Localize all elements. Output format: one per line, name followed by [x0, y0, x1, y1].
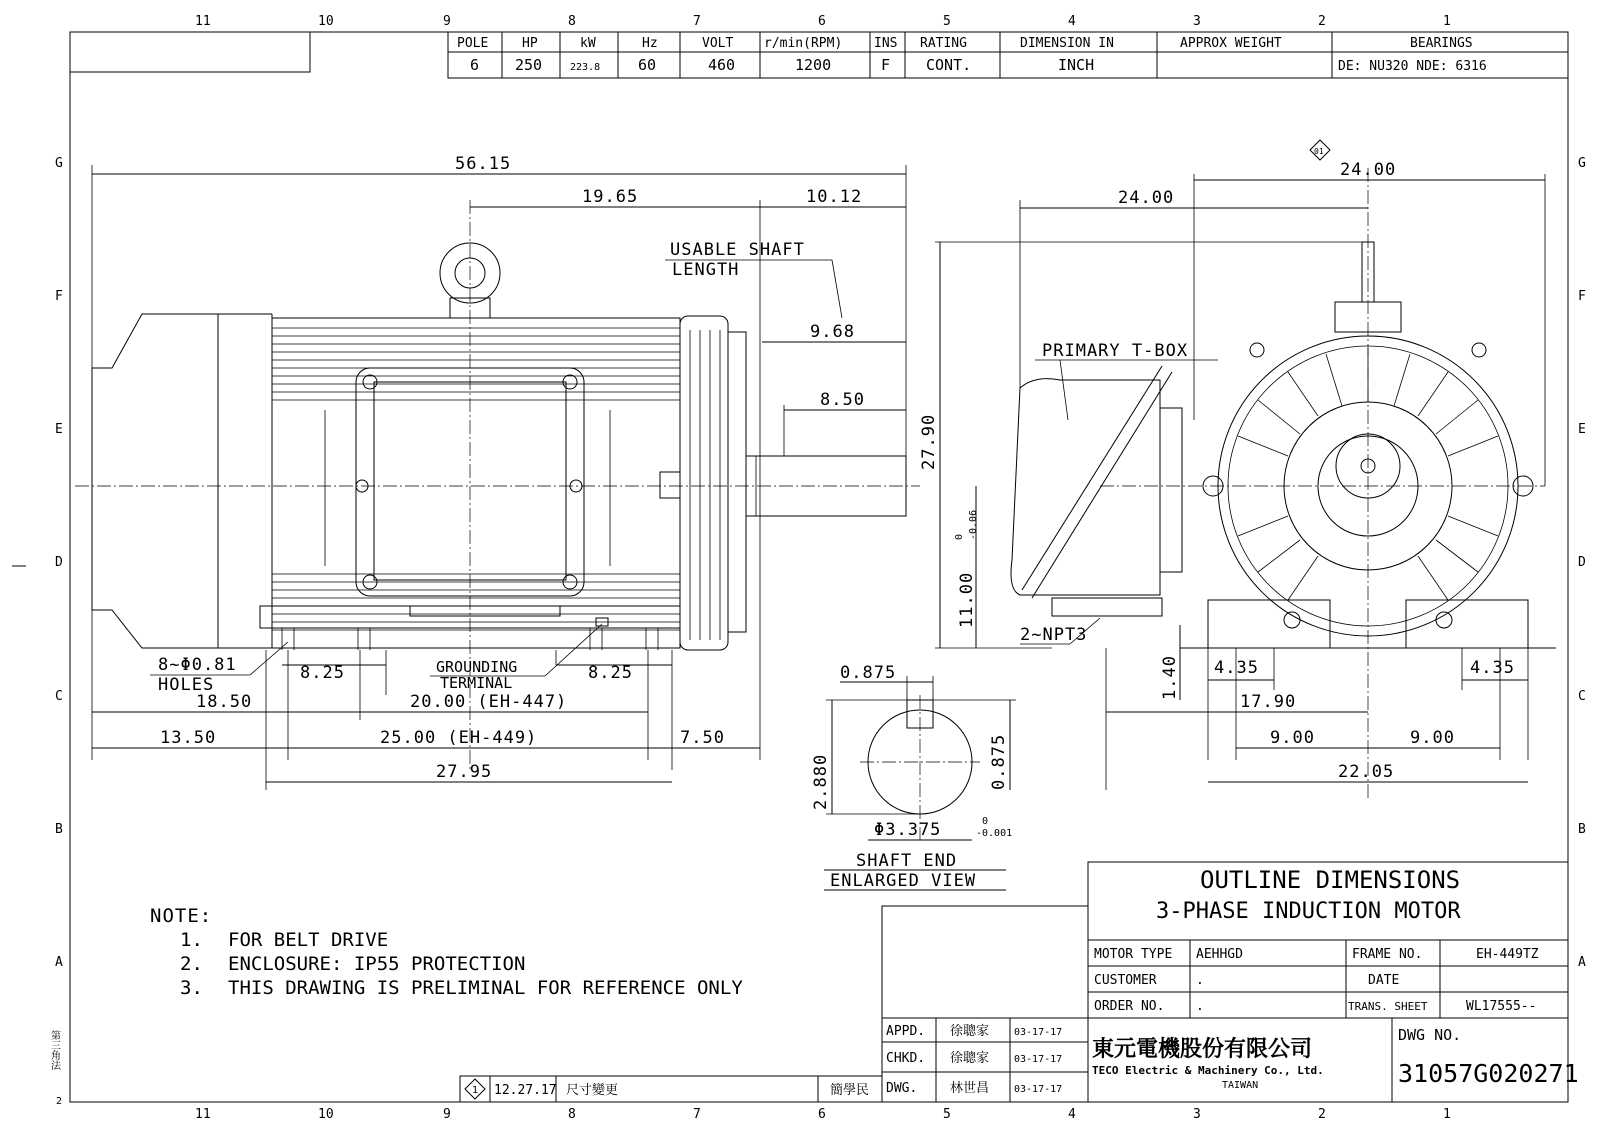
dim-overall-length: 56.15: [455, 154, 512, 174]
end-fins: [1238, 348, 1498, 600]
end-view-dimensions: [919, 140, 1545, 790]
spec-header-pole: POLE: [457, 36, 489, 51]
title-block: [882, 862, 1579, 1102]
col-marker-8-b: 8: [568, 1107, 576, 1122]
column-markers-top: [195, 14, 1451, 29]
company-name-chinese: 東元電機股份有限公司: [1092, 1037, 1313, 1062]
revision-description: 尺寸變更: [566, 1083, 619, 1098]
spec-value-rpm: 1200: [795, 56, 832, 74]
dim-22-05: 22.05: [1338, 762, 1395, 782]
dim-13-50: 13.50: [160, 728, 217, 748]
col-marker-5: 5: [943, 14, 951, 29]
row-marker-d: D: [55, 555, 63, 570]
col-marker-6-b: 6: [818, 1107, 826, 1122]
dim-shaft-diameter: Φ3.375: [874, 820, 942, 840]
dim-19-65: 19.65: [582, 187, 639, 207]
primary-tbox: [1011, 379, 1160, 595]
shaft-end-enlarged-view: [811, 663, 1016, 891]
col-marker-7-b: 7: [693, 1107, 701, 1122]
dim-shaft-dia-tol-top: 0: [982, 816, 989, 827]
holes-label-2: HOLES: [158, 675, 215, 695]
note-2-num: 2.: [180, 953, 203, 975]
spec-header-rating: RATING: [920, 36, 967, 51]
customer-value: .: [1196, 973, 1204, 988]
row-marker-c: C: [55, 689, 63, 704]
row-marker-b: B: [55, 822, 63, 837]
spec-value-hp: 250: [515, 56, 543, 74]
notes-heading: NOTE:: [150, 905, 213, 927]
dwg-no-label: DWG NO.: [1398, 1026, 1462, 1044]
dim-end-mid-24-00: 24.00: [1118, 188, 1175, 208]
dim-9-00-left: 9.00: [1270, 728, 1315, 748]
frame-no-value: EH-449TZ: [1476, 947, 1539, 962]
dim-10-12: 10.12: [806, 187, 863, 207]
customer-label: CUSTOMER: [1094, 973, 1157, 988]
dim-end-top-24-00: 24.00: [1340, 160, 1397, 180]
col-marker-11-b: 11: [195, 1107, 211, 1122]
col-marker-3-b: 3: [1193, 1107, 1201, 1122]
note-3-text: THIS DRAWING IS PRELIMINAL FOR REFERENCE ONLY: [228, 977, 743, 999]
note-1-text: FOR BELT DRIVE: [228, 929, 389, 951]
row-markers-left: [55, 156, 63, 970]
col-marker-2: 2: [1318, 14, 1326, 29]
spec-header-hz: Hz: [642, 36, 658, 51]
note-2-text: ENCLOSURE: IP55 PROTECTION: [228, 953, 526, 975]
usable-shaft-label-2: LENGTH: [672, 260, 740, 280]
company-name-english: TECO Electric & Machinery Co., Ltd.: [1092, 1064, 1324, 1077]
dim-27-95: 27.95: [436, 762, 493, 782]
spec-value-bearings: DE: NU320 NDE: 6316: [1338, 59, 1487, 74]
order-no-label: ORDER NO.: [1094, 999, 1165, 1014]
col-marker-3: 3: [1193, 14, 1201, 29]
cooling-fins: [272, 328, 680, 630]
col-marker-6: 6: [818, 14, 826, 29]
row-marker-c-r: C: [1578, 689, 1586, 704]
usable-shaft-label-1: USABLE SHAFT: [670, 240, 805, 260]
revision-symbol-text: 1: [472, 1085, 479, 1096]
spec-header-ins: INS: [874, 36, 898, 51]
motor-type-value: AEHHGD: [1196, 947, 1243, 962]
row-marker-g: G: [55, 156, 63, 171]
col-marker-7: 7: [693, 14, 701, 29]
dim-8-25-right: 8.25: [588, 663, 633, 683]
note-1-num: 1.: [180, 929, 203, 951]
chkd-label: CHKD.: [886, 1051, 926, 1066]
grounding-label-1: GROUNDING: [436, 658, 518, 676]
row-marker-a-r: A: [1578, 955, 1586, 970]
order-no-value: .: [1196, 999, 1204, 1014]
spec-header-bearings: BEARINGS: [1410, 36, 1473, 51]
grounding-label-2: TERMINAL: [440, 674, 513, 692]
spec-header-weight: APPROX WEIGHT: [1180, 36, 1282, 51]
shaft-end-title-2: ENLARGED VIEW: [830, 871, 977, 891]
col-marker-8: 8: [568, 14, 576, 29]
row-marker-f: F: [55, 289, 63, 304]
spec-header-kw: kW: [580, 36, 596, 51]
spec-header-rpm: r/min(RPM): [764, 36, 843, 51]
dim-18-50: 18.50: [196, 692, 253, 712]
top-left-box: [70, 32, 310, 72]
row-markers-right: [1578, 156, 1586, 970]
dim-shaft-depth: 2.880: [811, 753, 831, 810]
dwg-no-value: 31057G020271: [1398, 1059, 1579, 1088]
spec-value-hz: 60: [638, 56, 657, 74]
company-location: TAIWAN: [1222, 1080, 1259, 1091]
dim-key-height: 0.875: [989, 733, 1009, 790]
row-marker-a: A: [55, 955, 63, 970]
spec-value-rating: CONT.: [926, 56, 972, 74]
spec-value-pole: 6: [470, 56, 480, 74]
column-markers-bottom: [195, 1107, 1451, 1122]
projection-method: 第三角法: [48, 1030, 60, 1070]
dim-shaft-height-tol-top: 0: [954, 533, 965, 540]
holes-label-1: 8~Φ0.81: [158, 655, 237, 675]
col-marker-2-b: 2: [1318, 1107, 1326, 1122]
dim-8-50: 8.50: [820, 390, 865, 410]
primary-tbox-label: PRIMARY T-BOX: [1042, 341, 1189, 361]
dim-25-00: 25.00 (EH-449): [380, 728, 538, 748]
dwg-label: DWG.: [886, 1081, 918, 1096]
col-marker-5-b: 5: [943, 1107, 951, 1122]
row-marker-e: E: [55, 422, 63, 437]
trans-sheet-label: TRANS. SHEET: [1348, 1000, 1428, 1013]
sheet-number: 2: [56, 1096, 63, 1107]
dim-foot-right-4-35: 4.35: [1470, 658, 1515, 678]
row-marker-e-r: E: [1578, 422, 1586, 437]
dim-shaft-dia-tol-bot: -0.001: [976, 828, 1013, 839]
spec-value-volt: 460: [708, 56, 736, 74]
dim-20-00: 20.00 (EH-447): [410, 692, 568, 712]
col-marker-10: 10: [318, 14, 334, 29]
dim-height-27-90: 27.90: [919, 413, 939, 470]
dim-foot-left-4-35: 4.35: [1214, 658, 1259, 678]
spec-table: [448, 32, 1568, 78]
appd-date: 03-17-17: [1014, 1027, 1063, 1038]
dim-9-00-right: 9.00: [1410, 728, 1455, 748]
chkd-date: 03-17-17: [1014, 1054, 1063, 1065]
row-marker-b-r: B: [1578, 822, 1586, 837]
fan-cover: [92, 314, 218, 648]
spec-value-ins: F: [881, 56, 891, 74]
trans-sheet-value: WL17555--: [1466, 999, 1537, 1014]
col-marker-10-b: 10: [318, 1107, 334, 1122]
col-marker-4: 4: [1068, 14, 1076, 29]
title-block-subtitle: 3-PHASE INDUCTION MOTOR: [1156, 899, 1461, 924]
frame-no-label: FRAME NO.: [1352, 947, 1423, 962]
primary-tbox-label-npt: 2~NPT3: [1020, 625, 1088, 645]
note-3-num: 3.: [180, 977, 203, 999]
dim-17-90: 17.90: [1240, 692, 1297, 712]
title-block-title: OUTLINE DIMENSIONS: [1200, 866, 1461, 894]
appd-label: APPD.: [886, 1024, 926, 1039]
notes: [150, 905, 743, 999]
col-marker-1-b: 1: [1443, 1107, 1451, 1122]
shaft-end-title-1: SHAFT END: [856, 851, 958, 871]
revision-marker-text: 01: [1314, 147, 1324, 156]
side-view-dimensions: [92, 154, 906, 790]
dwg-name: 林世昌: [950, 1081, 990, 1096]
spec-header-hp: HP: [522, 36, 538, 51]
end-shield: [680, 316, 728, 650]
col-marker-9-b: 9: [443, 1107, 451, 1122]
col-marker-4-b: 4: [1068, 1107, 1076, 1122]
dim-shaft-height-tol-bot: -0.06: [968, 509, 979, 540]
spec-value-dimension: INCH: [1058, 56, 1095, 74]
col-marker-11: 11: [195, 14, 211, 29]
row-marker-f-r: F: [1578, 289, 1586, 304]
dim-9-68: 9.68: [810, 322, 855, 342]
spec-header-dimension: DIMENSION IN: [1020, 36, 1114, 51]
dim-foot-height-1-40: 1.40: [1160, 655, 1180, 700]
spec-header-volt: VOLT: [702, 36, 734, 51]
col-marker-1: 1: [1443, 14, 1451, 29]
dwg-date: 03-17-17: [1014, 1084, 1063, 1095]
row-marker-d-r: D: [1578, 555, 1586, 570]
date-label: DATE: [1368, 973, 1400, 988]
appd-name: 徐聰家: [950, 1024, 990, 1039]
col-marker-9: 9: [443, 14, 451, 29]
revision-date: 12.27.17: [494, 1083, 557, 1098]
dim-shaft-height-11-00: 11.00: [957, 571, 977, 628]
dim-8-25-left: 8.25: [300, 663, 345, 683]
revision-row: [460, 1076, 882, 1102]
revision-signature: 簡學民: [830, 1083, 870, 1098]
dim-key-width: 0.875: [840, 663, 897, 683]
row-marker-g-r: G: [1578, 156, 1586, 171]
dim-7-50: 7.50: [680, 728, 725, 748]
chkd-name: 徐聰家: [950, 1051, 990, 1066]
motor-type-label: MOTOR TYPE: [1094, 947, 1173, 962]
spec-value-kw: 223.8: [570, 62, 601, 73]
